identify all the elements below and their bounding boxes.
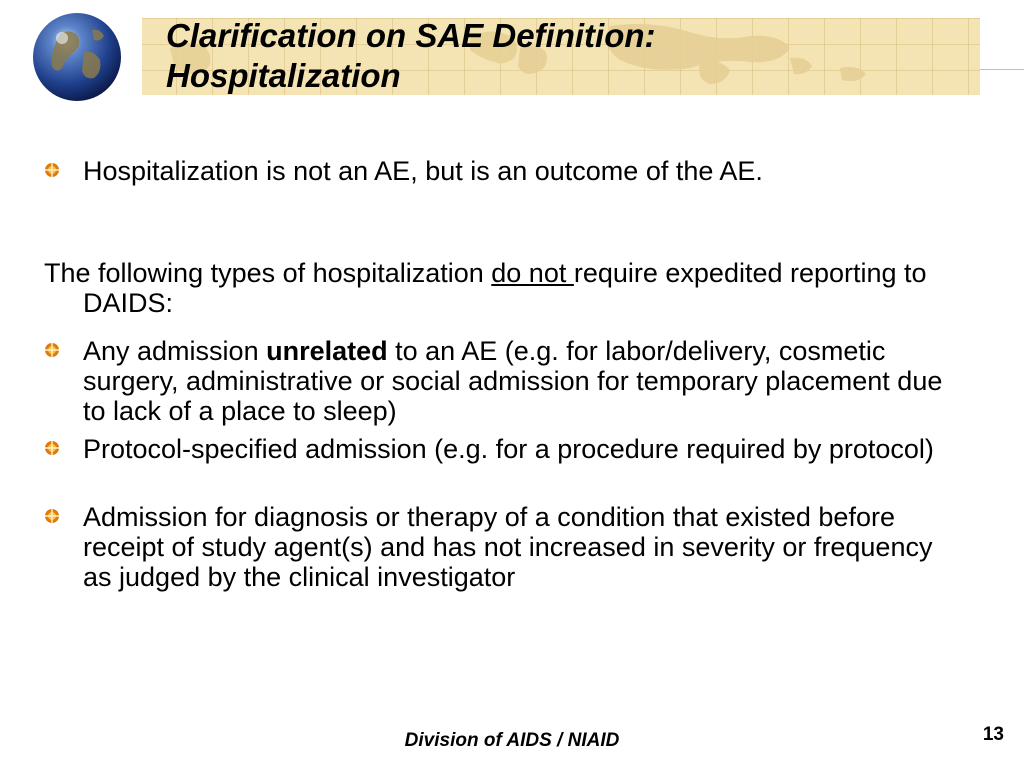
intro-bullet xyxy=(44,156,964,186)
gold-circle-bullet-icon xyxy=(44,342,60,358)
gold-circle-bullet-icon xyxy=(44,162,60,178)
page-number: 13 xyxy=(982,724,1004,745)
bullet1-before: Any admission xyxy=(83,336,267,366)
bullet1-bold: unrelated xyxy=(266,336,388,366)
header-rule xyxy=(980,69,1024,70)
following-text-before: The following types of hospitalization xyxy=(44,258,492,288)
list-item-text xyxy=(83,336,964,426)
title-line-1: Clarification on SAE Definition: xyxy=(166,17,656,54)
following-paragraph xyxy=(44,258,974,318)
list-item xyxy=(44,502,964,592)
footer-text: Division of AIDS / NIAID xyxy=(404,730,620,751)
list-item xyxy=(44,336,964,426)
title-line-2: Hospitalization xyxy=(166,57,401,94)
globe-icon xyxy=(32,12,122,102)
slide-title xyxy=(166,16,946,96)
following-text-after: require expedited reporting to DAIDS: xyxy=(83,258,927,318)
list-item-text: Admission for diagnosis or therapy of a condition that existed before receipt of study agent(s) and has not increased in severity or frequency as judged by the clinical investigator xyxy=(83,502,933,592)
list-item-text: Protocol-specified admission (e.g. for a procedure required by protocol) xyxy=(83,434,934,464)
gold-circle-bullet-icon xyxy=(44,508,60,524)
following-underlined: do not xyxy=(491,258,574,288)
gold-circle-bullet-icon xyxy=(44,440,60,456)
bullet1-after: to an AE (e.g. for labor/delivery, cosmetic surgery, administrative or social admission for temporary placement due to lack of a place to sleep) xyxy=(83,336,943,426)
list-item xyxy=(44,434,964,464)
intro-bullet-text: Hospitalization is not an AE, but is an outcome of the AE. xyxy=(83,156,763,186)
